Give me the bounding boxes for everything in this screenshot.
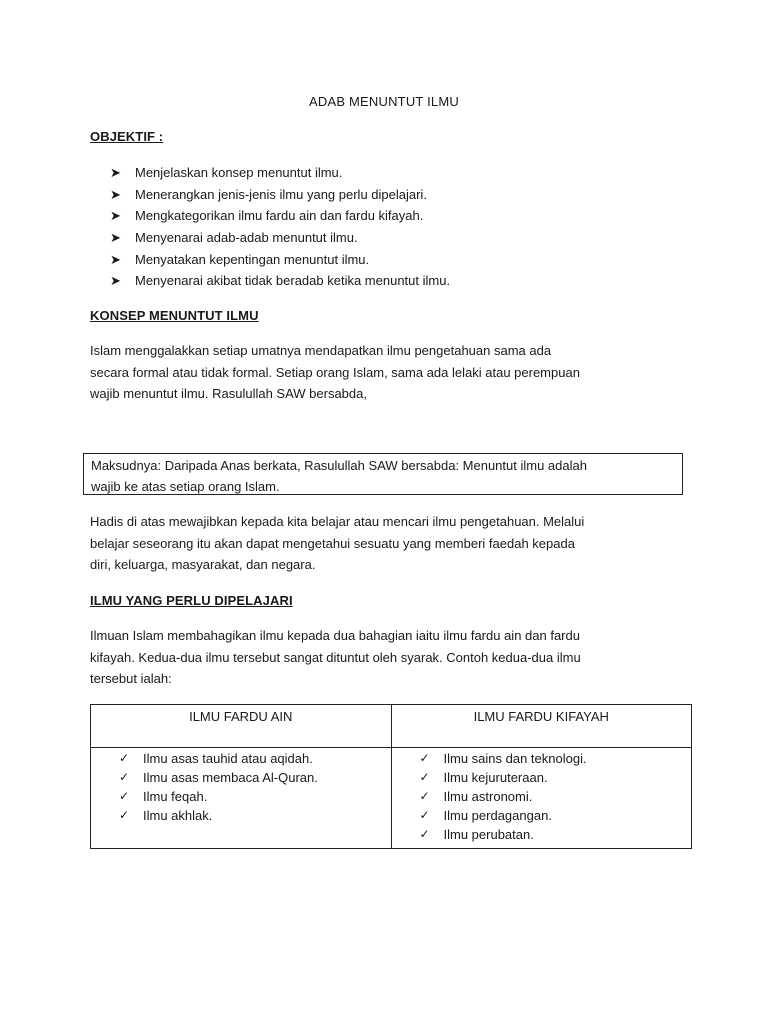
list-item: ➤ Menerangkan jenis-jenis ilmu yang perlu dipelajari. <box>110 184 450 206</box>
fardu-kifayah-list <box>420 749 692 844</box>
list-item: ➤ Menjelaskan konsep menuntut ilmu. <box>110 162 450 184</box>
konsep-paragraph: Islam menggalakkan setiap umatnya mendapatkan ilmu pengetahuan sama ada secara formal atau tidak formal. Setiap orang Islam, sama ada lelaki atau perempuan wajib menuntut ilmu. Rasulullah SAW bersabda, <box>90 343 580 402</box>
checkmark-icon: ✓ <box>419 770 430 784</box>
konsep-heading: KONSEP MENUNTUT ILMU <box>90 308 259 323</box>
checkmark-icon: ✓ <box>419 751 430 765</box>
column-header-fardu-kifayah: ILMU FARDU KIFAYAH <box>391 705 692 748</box>
objektif-list <box>110 162 450 292</box>
ilmu-table <box>90 704 692 849</box>
list-item: ✓ Ilmu perdagangan. <box>419 808 552 823</box>
objektif-heading: OBJEKTIF : <box>90 129 164 144</box>
arrowhead-bullet-icon: ➤ <box>110 208 121 224</box>
list-item: ✓ Ilmu perubatan. <box>419 827 534 842</box>
checkmark-icon: ✓ <box>119 808 130 822</box>
checkmark-icon: ✓ <box>119 770 130 784</box>
checkmark-icon: ✓ <box>119 789 130 803</box>
checkmark-icon: ✓ <box>419 808 430 822</box>
list-item: ➤ Menyenarai akibat tidak beradab ketika menuntut ilmu. <box>110 270 450 292</box>
arrowhead-bullet-icon: ➤ <box>110 251 121 267</box>
fardu-kifayah-cell <box>391 748 692 849</box>
list-item: ➤ Menyatakan kepentingan menuntut ilmu. <box>110 249 450 271</box>
ilmu-heading: ILMU YANG PERLU DIPELAJARI <box>90 593 293 608</box>
page-title: ADAB MENUNTUT ILMU <box>309 94 459 109</box>
list-item: ✓ Ilmu astronomi. <box>419 789 533 804</box>
list-item: ✓ Ilmu asas membaca Al-Quran. <box>119 770 318 785</box>
fardu-ain-cell <box>91 748 392 849</box>
checkmark-icon: ✓ <box>419 827 430 841</box>
arrowhead-bullet-icon: ➤ <box>110 186 121 202</box>
ilmu-paragraph: Ilmuan Islam membahagikan ilmu kepada dua bahagian iaitu ilmu fardu ain dan fardu kifayah. Kedua-dua ilmu tersebut sangat dituntut oleh syarak. Contoh kedua-dua ilmu tersebut ialah: <box>90 628 581 687</box>
checkmark-icon: ✓ <box>419 789 430 803</box>
column-header-fardu-ain: ILMU FARDU AIN <box>91 705 392 748</box>
list-item: ✓ Ilmu akhlak. <box>119 808 213 823</box>
list-item: ➤ Mengkategorikan ilmu fardu ain dan fardu kifayah. <box>110 205 450 227</box>
checkmark-icon: ✓ <box>119 751 130 765</box>
hadith-explanation-paragraph: Hadis di atas mewajibkan kepada kita belajar atau mencari ilmu pengetahuan. Melalui belajar seseorang itu akan dapat mengetahui sesuatu yang memberi faedah kepada diri, keluarga, masyarakat, dan negara. <box>90 514 585 573</box>
list-item: ➤ Menyenarai adab-adab menuntut ilmu. <box>110 227 450 249</box>
fardu-ain-list <box>119 749 391 825</box>
arrowhead-bullet-icon: ➤ <box>110 165 121 180</box>
list-item: ✓ Ilmu feqah. <box>119 789 208 804</box>
list-item: ✓ Ilmu asas tauhid atau aqidah. <box>119 751 313 766</box>
list-item: ✓ Ilmu sains dan teknologi. <box>419 751 587 766</box>
list-item: ✓ Ilmu kejuruteraan. <box>419 770 548 785</box>
hadith-meaning-box: Maksudnya: Daripada Anas berkata, Rasulullah SAW bersabda: Menuntut ilmu adalah wajib ke atas setiap orang Islam. <box>83 453 683 495</box>
arrowhead-bullet-icon: ➤ <box>110 230 121 246</box>
arrowhead-bullet-icon: ➤ <box>110 273 121 289</box>
